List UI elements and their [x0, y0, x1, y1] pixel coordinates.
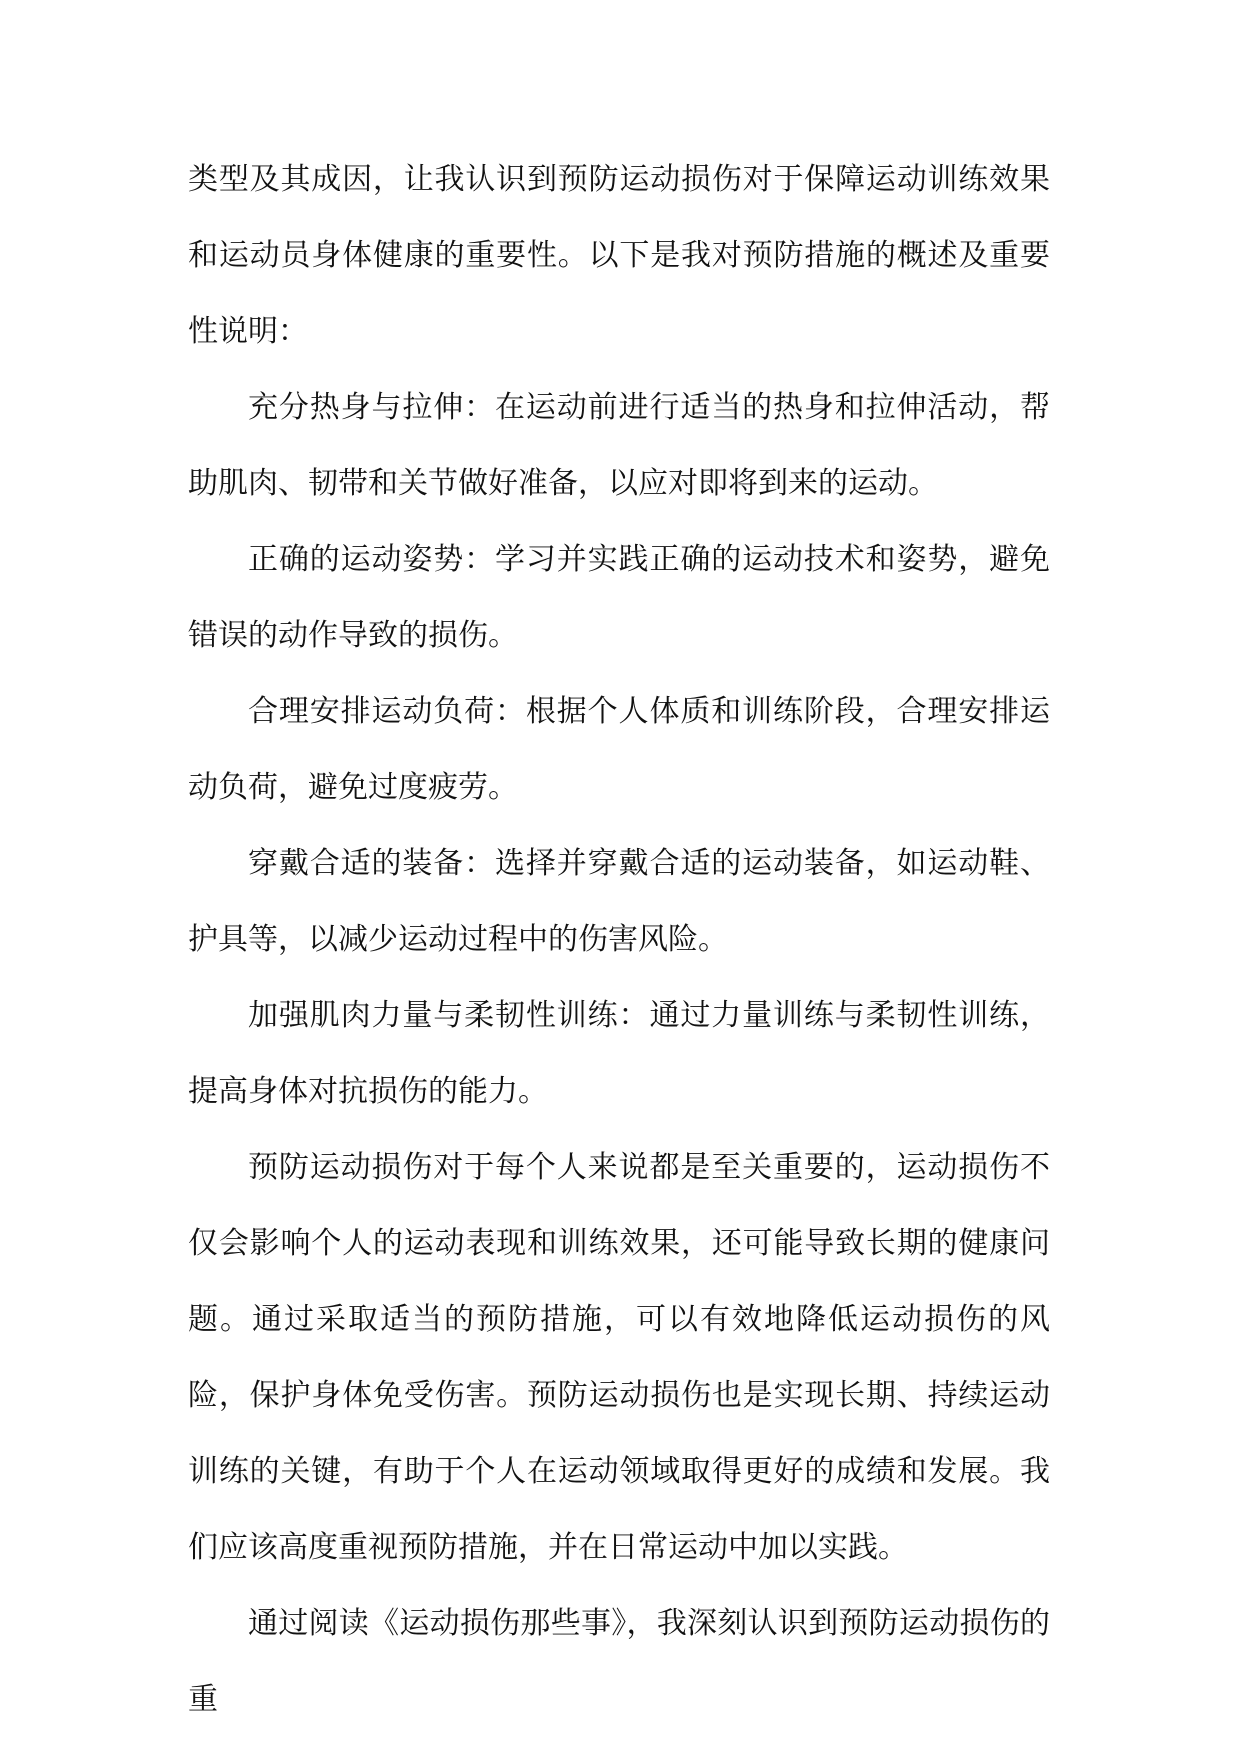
paragraph-continuation: 类型及其成因，让我认识到预防运动损伤对于保障运动训练效果和运动员身体健康的重要性。以下是我对预防措施的概述及重要性说明： [188, 162, 1050, 349]
paragraph-closing: 通过阅读《运动损伤那些事》，我深刻认识到预防运动损伤的重 [188, 1606, 1050, 1717]
document-body [188, 142, 1050, 1738]
paragraph-warmup-stretch: 充分热身与拉伸：在运动前进行适当的热身和拉伸活动，帮助肌肉、韧带和关节做好准备，以应对即将到来的运动。 [188, 390, 1050, 501]
paragraph-importance-summary: 预防运动损伤对于每个人来说都是至关重要的，运动损伤不仅会影响个人的运动表现和训练效果，还可能导致长期的健康问题。通过采取适当的预防措施，可以有效地降低运动损伤的风险，保护身体免受伤害。预防运动损伤也是实现长期、持续运动训练的关键，有助于个人在运动领域取得更好的成绩和发展。我们应该高度重视预防措施，并在日常运动中加以实践。 [188, 1150, 1050, 1565]
paragraph-training-load: 合理安排运动负荷：根据个人体质和训练阶段，合理安排运动负荷，避免过度疲劳。 [188, 694, 1050, 805]
paragraph-proper-equipment: 穿戴合适的装备：选择并穿戴合适的运动装备，如运动鞋、护具等，以减少运动过程中的伤害风险。 [188, 846, 1050, 957]
paragraph-strength-flexibility: 加强肌肉力量与柔韧性训练：通过力量训练与柔韧性训练，提高身体对抗损伤的能力。 [188, 998, 1050, 1109]
paragraph-correct-posture: 正确的运动姿势：学习并实践正确的运动技术和姿势，避免错误的动作导致的损伤。 [188, 542, 1050, 653]
